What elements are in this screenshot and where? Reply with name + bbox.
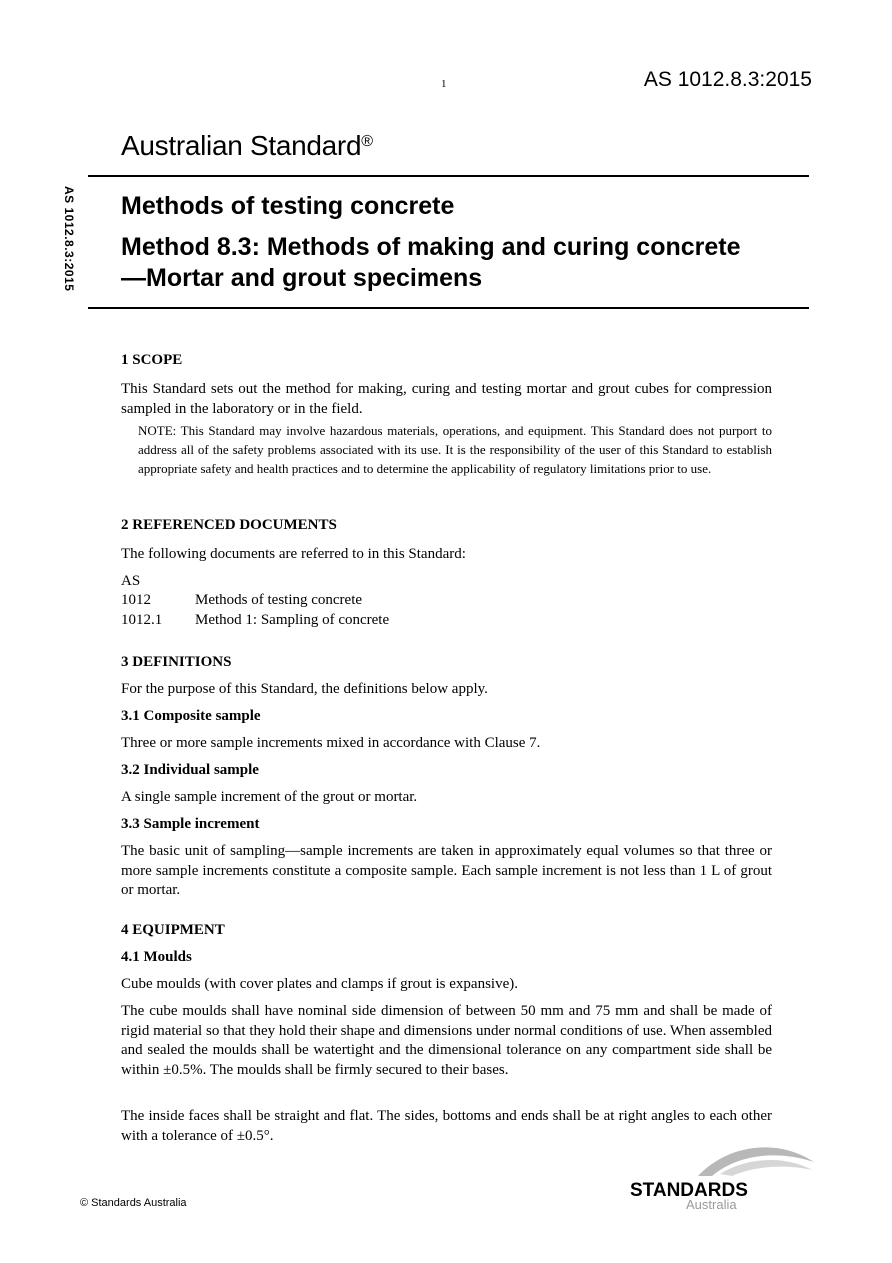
copyright-footer: © Standards Australia	[80, 1197, 187, 1209]
scope-note: NOTE: This Standard may involve hazardous materials, operations, and equipment. This Standard does not purport to address all of the safety problems associated with its use. It is the responsibility of the user of this Standard to establish appropriate safety and health practices and to determine the applicability of regulatory limitations prior to use.	[138, 423, 772, 476]
referenced-intro: The following documents are referred to in this Standard:	[121, 546, 466, 562]
brand-title	[121, 130, 373, 162]
logo-swoosh-icon	[628, 1140, 818, 1212]
definitions-intro: For the purpose of this Standard, the definitions below apply.	[121, 681, 488, 697]
ref-title: Methods of testing concrete	[195, 592, 363, 608]
definitions-heading: 3 DEFINITIONS	[121, 654, 232, 670]
top-rule	[88, 175, 809, 177]
definition-heading: 3.2 Individual sample	[121, 762, 259, 778]
equipment-paragraph: The inside faces shall be straight and flat. The sides, bottoms and ends shall be at right angles to each other with a tolerance of ±0.5°.	[121, 1108, 772, 1144]
definition-heading: 3.1 Composite sample	[121, 708, 261, 724]
definition-heading: 3.3 Sample increment	[121, 816, 260, 832]
side-standard-id: AS 1012.8.3:2015	[62, 186, 76, 292]
brand-text: Australian Standard	[121, 130, 362, 161]
registered-mark: ®	[361, 133, 373, 150]
equipment-paragraph: Cube moulds (with cover plates and clamps if grout is expansive).	[121, 976, 518, 992]
ref-code: 1012	[121, 592, 151, 608]
moulds-heading: 4.1 Moulds	[121, 949, 192, 965]
definition-text: Three or more sample increments mixed in accordance with Clause 7.	[121, 735, 541, 751]
page-number: 1	[441, 78, 447, 90]
ref-code: 1012.1	[121, 612, 163, 628]
equipment-heading: 4 EQUIPMENT	[121, 922, 225, 938]
definition-text: The basic unit of sampling—sample increments are taken in approximately equal volumes so that three or more sample increments constitute a composite sample. Each sample increment is not less than 1 L of grout or mortar.	[121, 843, 772, 898]
referenced-item	[121, 592, 362, 609]
definition-text: A single sample increment of the grout or mortar.	[121, 789, 418, 805]
referenced-item	[121, 612, 389, 629]
document-title: Methods of testing concrete	[121, 192, 455, 220]
scope-text: This Standard sets out the method for making, curing and testing mortar and grout cubes for compression sampled in the laboratory or in the field.	[121, 381, 772, 417]
standards-australia-logo	[628, 1140, 818, 1212]
scope-heading: 1 SCOPE	[121, 352, 183, 368]
referenced-heading: 2 REFERENCED DOCUMENTS	[121, 517, 337, 533]
logo-wordmark: STANDARDS	[630, 1180, 748, 1201]
document-subtitle: Method 8.3: Methods of making and curing concrete—Mortar and grout specimens	[121, 233, 741, 292]
bottom-rule	[88, 307, 809, 309]
ref-title: Method 1: Sampling of concrete	[195, 612, 390, 628]
logo-subtext: Australia	[686, 1197, 737, 1212]
referenced-group: AS	[121, 573, 141, 589]
equipment-paragraph: The cube moulds shall have nominal side dimension of between 50 mm and 75 mm and shall be made of rigid material so that they hold their shape and dimensions under normal conditions of use. When assembled and sealed the moulds shall be watertight and the dimensional tolerance on any compartment side shall be within ±0.5%. The moulds shall be firmly secured to their bases.	[121, 1003, 772, 1078]
standard-id: AS 1012.8.3:2015	[643, 68, 812, 91]
